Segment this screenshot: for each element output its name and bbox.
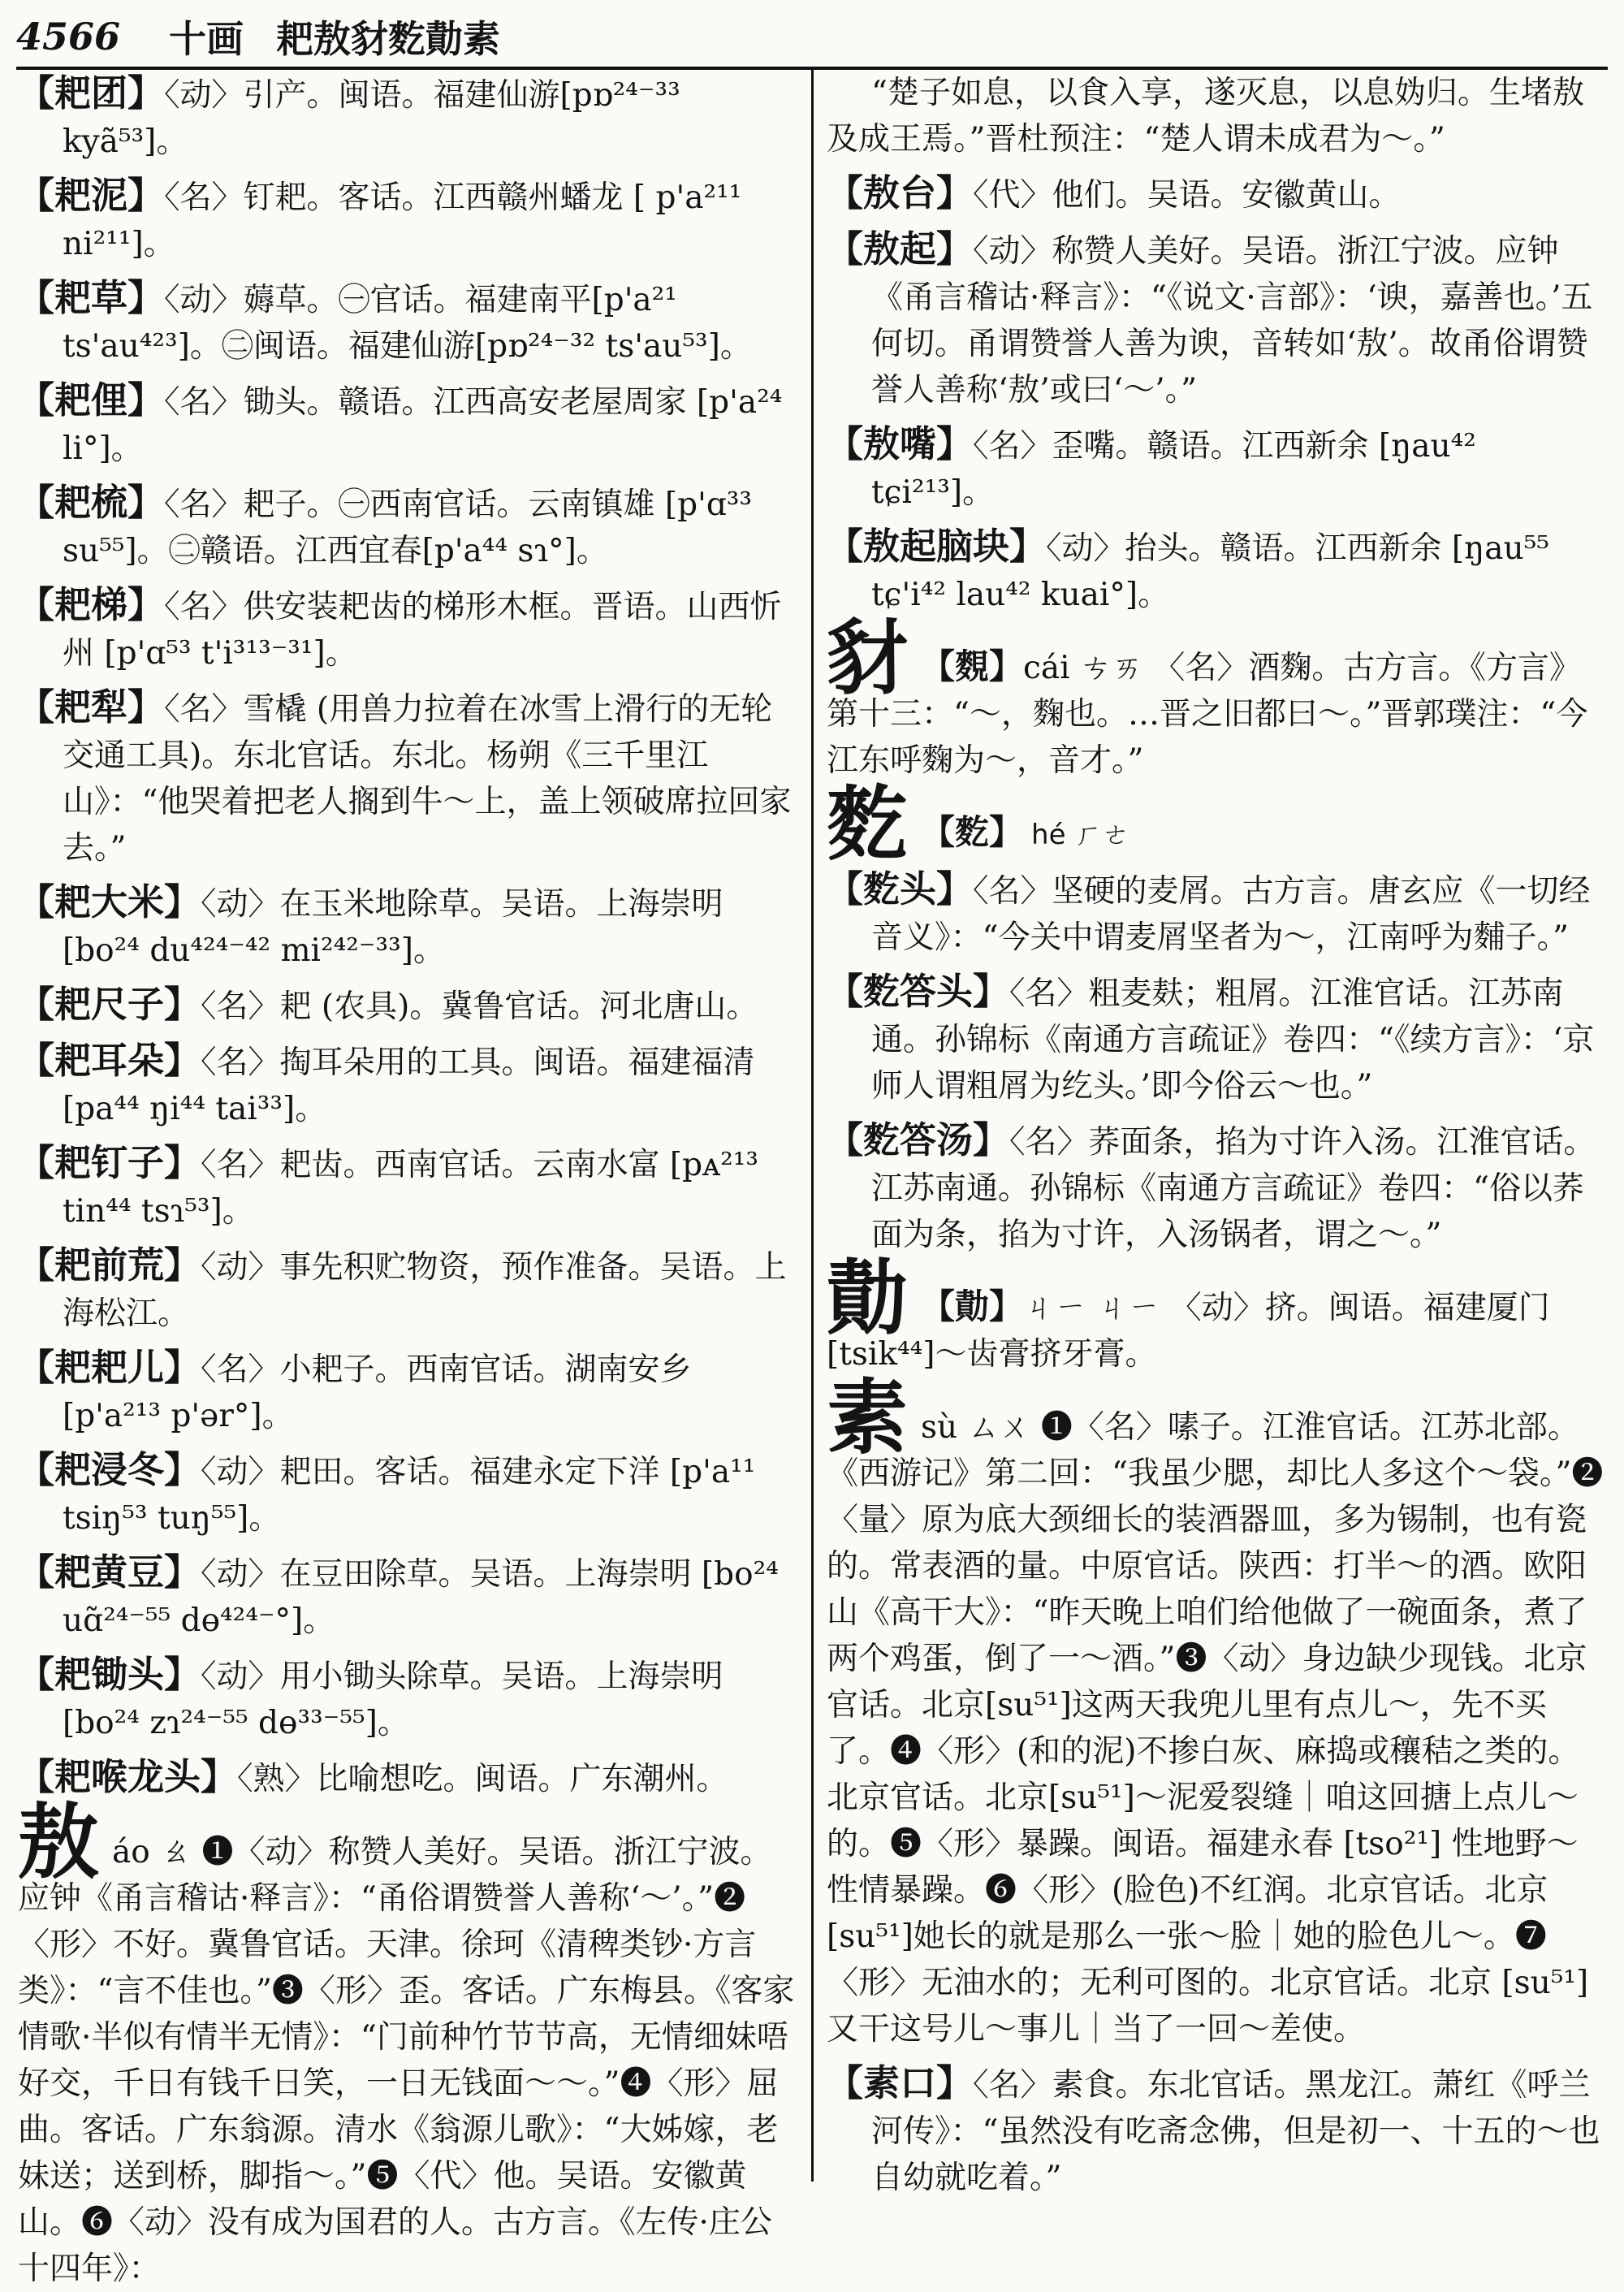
entry-e6 <box>18 582 797 677</box>
definition: 〈名〉耙子。㊀西南官话。云南镇雄 [p'ɑ³³ su⁵⁵]。㊁赣语。江西宜春[p'a⁴⁴ sɿ°]。 <box>63 487 753 569</box>
definition: 〈名〉小耙子。西南官话。湖南安乡 [p'a²¹³ p'ər°]。 <box>63 1351 692 1434</box>
headword: 【耙浸冬】 <box>18 1448 201 1491</box>
headword: 【麧答汤】 <box>827 1118 1010 1161</box>
headword: 【耙大米】 <box>18 880 201 923</box>
entry-h1 <box>827 866 1608 961</box>
head-character-ji <box>827 1250 1608 1377</box>
head-character: 麧 <box>827 776 908 871</box>
left-column <box>18 70 797 2287</box>
definition: 〈动〉用小锄头除草。吴语。上海崇明[bo²⁴ zɿ²⁴⁻⁵⁵ dɵ³³⁻⁵⁵]。 <box>63 1658 723 1741</box>
definition: 〈名〉粗麦麸；粗屑。江淮官话。江苏南通。孙锦标《南通方言疏证》卷四：“《续方言》：‘京师人谓粗屑为纥头。’即今俗云～也。” <box>871 975 1595 1105</box>
headword: 【耙喉龙头】 <box>18 1755 238 1798</box>
headword: 【耙梳】 <box>18 481 165 524</box>
headword: 【敖嘴】 <box>827 422 974 465</box>
entry-e2 <box>18 172 797 267</box>
headword-range: 耙敖豺麧勣素 <box>276 17 501 61</box>
entry-r3 <box>827 421 1608 516</box>
traditional-form: 【麧】 <box>921 812 1024 852</box>
entry-r1 <box>827 170 1608 218</box>
definition: 〈动〉在豆田除草。吴语。上海崇明 [bo²⁴ uɑ̃²⁴⁻⁵⁵ dɵ⁴²⁴⁻°]。 <box>63 1556 779 1639</box>
definition: 〈动〉在玉米地除草。吴语。上海崇明[bo²⁴ du⁴²⁴⁻⁴² mi²⁴²⁻³³]。 <box>63 886 723 969</box>
headword: 【耙耳朵】 <box>18 1039 201 1082</box>
headword: 【耙黄豆】 <box>18 1550 201 1594</box>
definition: 〈动〉引产。闽语。福建仙游[pɒ²⁴⁻³³ kyã⁵³]。 <box>63 77 680 160</box>
entry-e12 <box>18 1242 797 1337</box>
headword: 【耙锄头】 <box>18 1653 201 1696</box>
definition: 〈名〉荞面条，掐为寸许入汤。江淮官话。江苏南通。孙锦标《南通方言疏证》卷四：“俗以荞面为条，掐为寸许，入汤锅者，谓之～。” <box>871 1124 1596 1253</box>
definition: 〈动〉薅草。㊀官话。福建南平[p'a²¹ ts'au⁴²³]。㊁闽语。福建仙游[pɒ²⁴⁻³² ts'au⁵³]。 <box>63 282 752 365</box>
entry-h2 <box>827 968 1608 1109</box>
headword: 【耙泥】 <box>18 174 165 217</box>
entry-r2 <box>827 226 1608 413</box>
entry-e16 <box>18 1651 797 1746</box>
entry-e11 <box>18 1140 797 1235</box>
pinyin: hé ㄏㄜ <box>1031 819 1130 851</box>
definition: 〈名〉素食。东北官话。黑龙江。萧红《呼兰河传》：“虽然没有吃斋念佛，但是初一、十五的～也自幼就吃着。” <box>871 2067 1600 2196</box>
definition: ㄐㄧ ㄐㄧ 〈动〉挤。闽语。福建厦门 [tsik⁴⁴]～齿膏挤牙膏。 <box>827 1290 1550 1373</box>
entry-e17 <box>18 1754 797 1802</box>
head-character-he <box>827 776 1608 871</box>
traditional-form: 【麲】 <box>921 647 1024 686</box>
entry-r4 <box>827 523 1608 618</box>
definition: 〈动〉称赞人美好。吴语。浙江宁波。应钟《甬言稽诂·释言》：“《说文·言部》：‘谀，嘉善也。’五何切。甬谓赞誉人善为谀，音转如‘敖’。故甬俗谓赞誉人善称‘敖’或曰‘～’。” <box>871 233 1593 409</box>
continued-text: “楚子如息，以食入享，遂灭息，以息妫归。生堵敖及成王焉。”晋杜预注：“楚人谓未成君为～。” <box>827 75 1584 158</box>
entry-e8 <box>18 879 797 974</box>
entry-h3 <box>827 1117 1608 1258</box>
definition: 〈名〉供安装耙齿的梯形木框。晋语。山西忻州 [p'ɑ⁵³ t'i³¹³⁻³¹]。 <box>63 589 782 672</box>
section-label: 十画 <box>169 17 244 61</box>
entry-e5 <box>18 479 797 574</box>
head-character: 敖 <box>18 1794 99 1890</box>
page-header <box>16 8 1608 65</box>
entry-e15 <box>18 1549 797 1644</box>
entry-e4 <box>18 377 797 472</box>
headword: 【耙俚】 <box>18 378 165 422</box>
head-character-ao <box>18 1794 797 2292</box>
headword: 【耙钉子】 <box>18 1141 201 1184</box>
headword: 【麧答头】 <box>827 970 1010 1013</box>
headword: 【敖起】 <box>827 227 974 270</box>
headword: 【素口】 <box>827 2061 974 2104</box>
definition: 〈名〉耙齿。西南官话。云南水富 [pᴀ²¹³ tin⁴⁴ tsɿ⁵³]。 <box>63 1147 759 1230</box>
right-column <box>827 70 1608 2196</box>
headword: 【耙梯】 <box>18 583 165 626</box>
definition: 〈动〉耙田。客话。福建永定下洋 [p'a¹¹ tsiŋ⁵³ tuŋ⁵⁵]。 <box>63 1454 756 1537</box>
entry-e3 <box>18 275 797 370</box>
head-character-cai <box>827 610 1608 784</box>
entry-e1 <box>18 70 797 165</box>
headword: 【麧头】 <box>827 867 974 910</box>
definition: 〈名〉钉耙。客话。江西赣州蟠龙 [ p'a²¹¹ ni²¹¹]。 <box>63 179 742 262</box>
entry-e7 <box>18 684 797 871</box>
definition: 〈名〉锄头。赣语。江西高安老屋周家 [p'a²⁴ li°]。 <box>63 384 783 467</box>
definition: cái ㄘㄞ 〈名〉酒麴。古方言。《方言》第十三：“～，麴也。…晋之旧都曰～。”晋郭璞注：“今江东呼麴为～，音才。” <box>827 650 1588 779</box>
head-character-su <box>827 1369 1608 2052</box>
definition: 〈名〉耙 (农具)。冀鲁官话。河北唐山。 <box>201 988 758 1025</box>
definition: 〈名〉歪嘴。赣语。江西新余 [ŋau⁴² tɕi²¹³]。 <box>871 428 1476 511</box>
head-character: 勣 <box>827 1250 908 1346</box>
definition: 〈代〉他们。吴语。安徽黄山。 <box>973 177 1401 214</box>
headword: 【耙草】 <box>18 276 165 319</box>
headword: 【耙尺子】 <box>18 983 201 1026</box>
definition: 〈动〉事先积贮物资，预作准备。吴语。上海松江。 <box>63 1249 787 1332</box>
definition: 〈名〉坚硬的麦屑。古方言。唐玄应《一切经音义》：“今关中谓麦屑坚者为～，江南呼为麱子。” <box>871 873 1591 956</box>
definition: 〈熟〉比喻想吃。闽语。广东潮州。 <box>237 1761 728 1797</box>
headword: 【耙犁】 <box>18 685 165 729</box>
definition: áo ㄠ ❶〈动〉称赞人美好。吴语。浙江宁波。应钟《甬言稽诂·释言》：“甬俗谓赞誉人善称‘～’。”❷〈形〉不好。冀鲁官话。天津。徐珂《清稗类钞·方言类》：“言不佳也。”❸〈形〉歪。客话。广东梅县。《客家情歌·半似有情半无情》：“门前种竹节节高，无情细妹唔好交，千日有钱千日笑，一日无钱面～～。”❹〈形〉屈曲。客话。广东翁源。清水《翁源儿歌》：“大姊嫁，老妹送；送到桥，脚指～。”❺〈代〉他。吴语。安徽黄山。❻〈动〉没有成为国君的人。古方言。《左传·庄公十四年》： <box>18 1834 795 2287</box>
entry-e14 <box>18 1447 797 1542</box>
entry-e9 <box>18 981 797 1030</box>
headword: 【敖台】 <box>827 171 974 214</box>
headword: 【耙耙儿】 <box>18 1346 201 1389</box>
column-divider <box>811 70 814 2182</box>
page-number: 4566 <box>16 15 121 58</box>
headword: 【敖起脑块】 <box>827 525 1047 568</box>
traditional-form: 【勣】 <box>921 1287 1024 1326</box>
headword: 【耙前荒】 <box>18 1243 201 1287</box>
definition: 〈名〉掏耳朵用的工具。闽语。福建福清 [pa⁴⁴ ŋi⁴⁴ tai³³]。 <box>63 1044 755 1127</box>
headword: 【耙团】 <box>18 71 165 115</box>
head-character: 豺 <box>827 610 908 706</box>
definition: sù ㄙㄨ ❶〈名〉嗉子。江淮官话。江苏北部。《西游记》第二回：“我虽少腮，却比人多这个～袋。”❷〈量〉原为底大颈细长的装酒器皿，多为锡制，也有瓷的。常表酒的量。中原官话。陕西：打半～的酒。欧阳山《高干大》：“昨天晚上咱们给他做了一碗面条，煮了两个鸡蛋，倒了一～酒。”❸〈动〉身边缺少现钱。北京官话。北京[su⁵¹]这两天我兜儿里有点儿～，先不买了。❹〈形〉(和的泥)不掺白灰、麻捣或穰秸之类的。北京官话。北京[su⁵¹]～泥爱裂缝｜咱这回搪上点儿～的。❺〈形〉暴躁。闽语。福建永春 [tso²¹] 性地野～性情暴躁。❻〈形〉(脸色)不红润。北京官话。北京 [su⁵¹]她长的就是那么一张～脸｜她的脸色儿～。❼〈形〉无油水的；无利可图的。北京官话。北京 [su⁵¹] 又干这号儿～事儿｜当了一回～差使。 <box>827 1409 1604 2048</box>
head-character: 素 <box>827 1369 908 1465</box>
entry-e10 <box>18 1037 797 1132</box>
definition: 〈动〉抬头。赣语。江西新余 [ŋau⁵⁵ tɕ'i⁴² lau⁴² kuai°]。 <box>871 530 1549 613</box>
entry-s1 <box>827 2060 1608 2201</box>
definition: 〈名〉雪橇 (用兽力拉着在冰雪上滑行的无轮交通工具)。东北官话。东北。杨朔《三千里江山》：“他哭着把老人搁到牛～上，盖上领破席拉回家去。” <box>63 691 792 867</box>
entry-e13 <box>18 1344 797 1439</box>
